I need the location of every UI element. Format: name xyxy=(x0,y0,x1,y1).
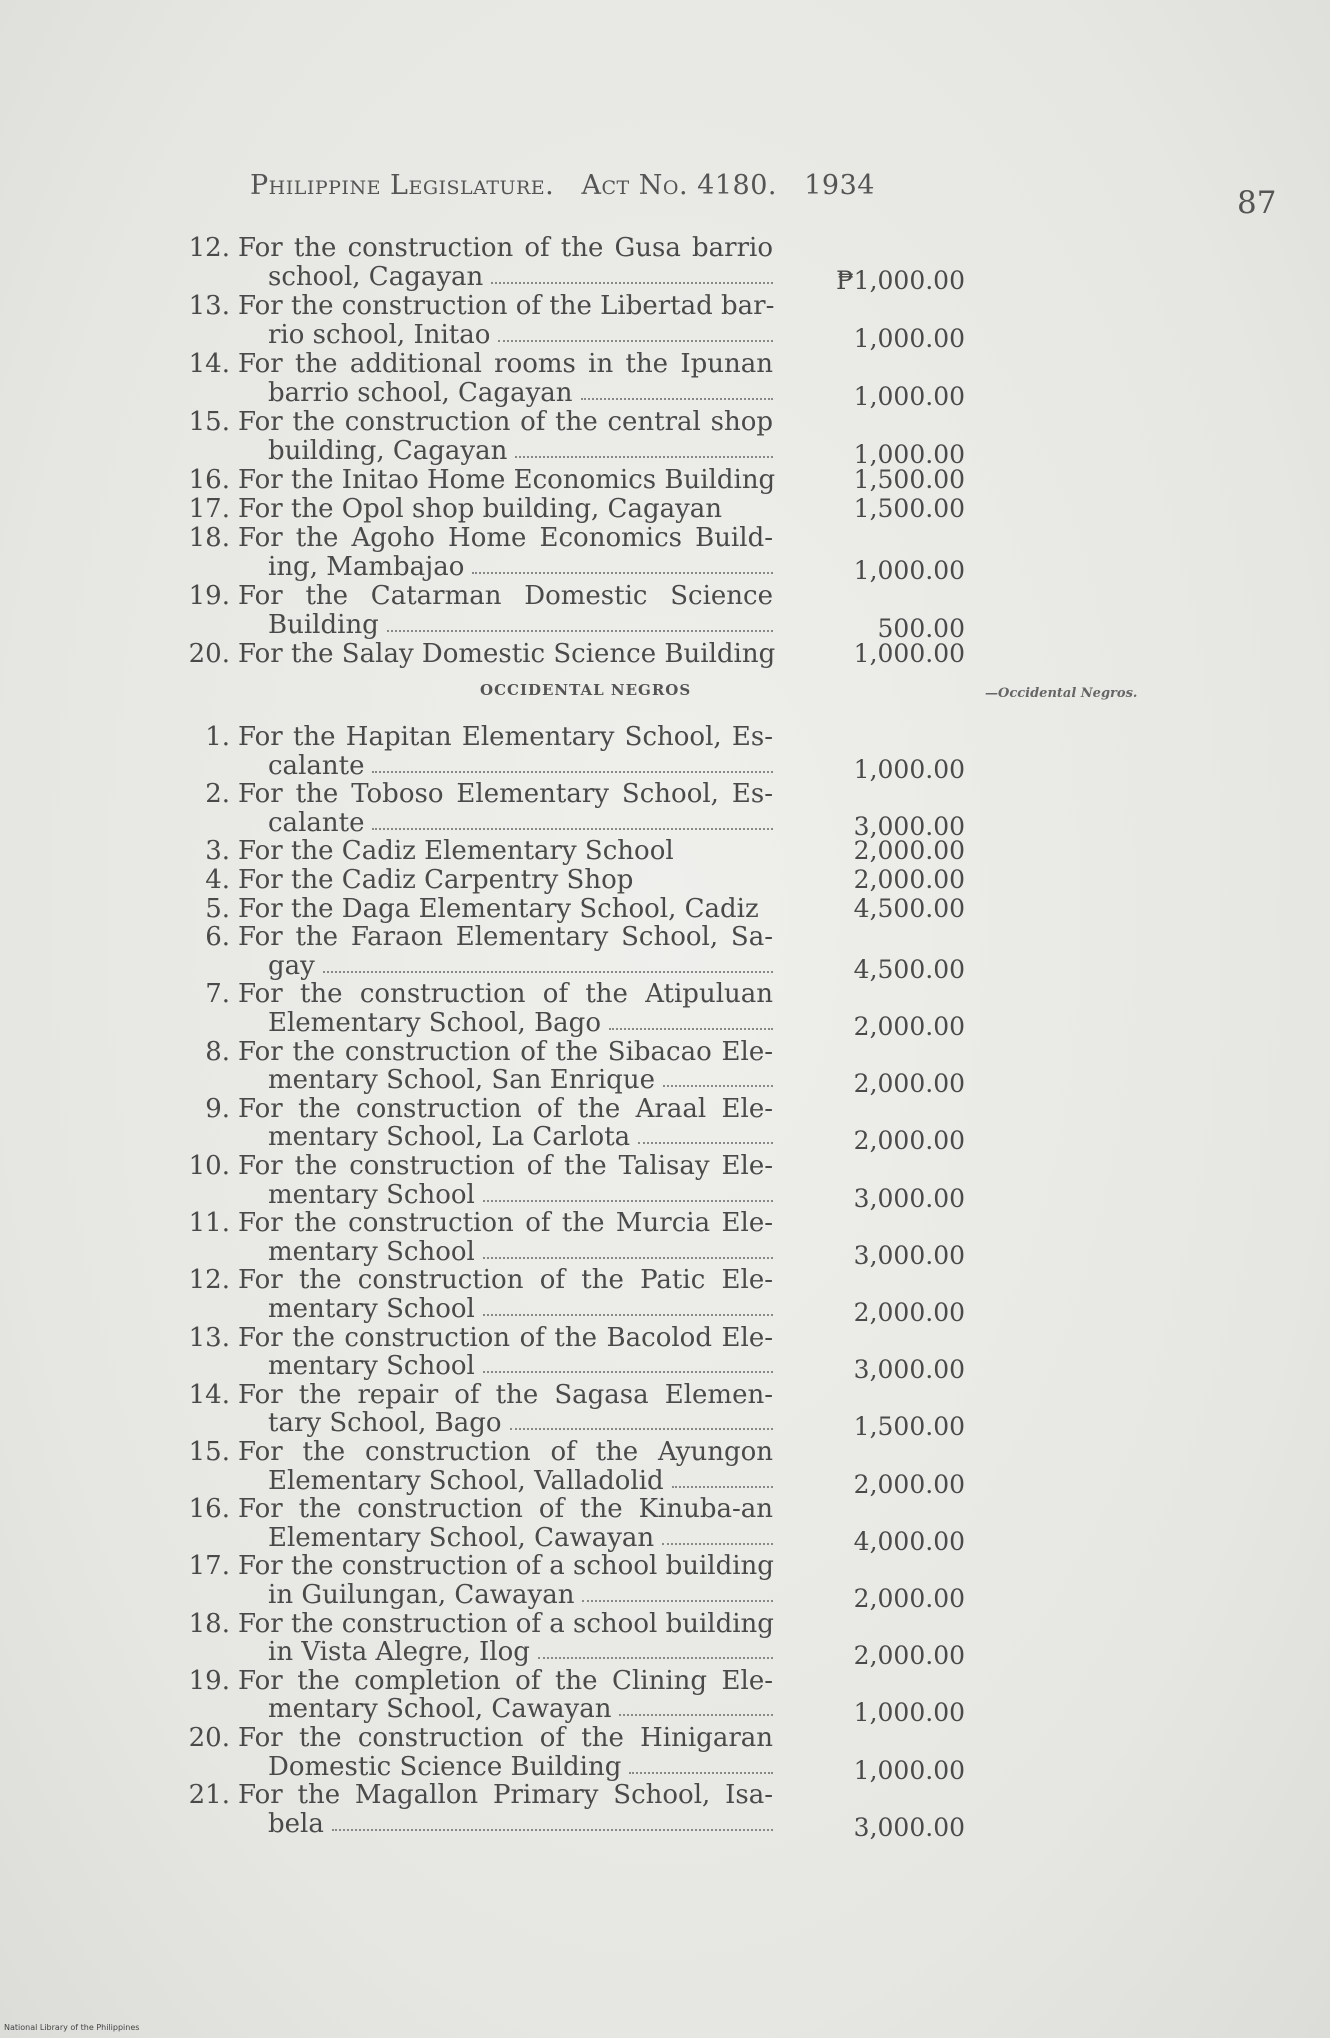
item-number: 2. xyxy=(205,779,230,810)
item-number: 13. xyxy=(188,291,230,321)
item-amount: 1,500.00 xyxy=(853,465,965,494)
item-description: For the additional rooms in the Ipunan xyxy=(238,349,773,379)
item-description-continued xyxy=(268,379,773,407)
item-description: For the Hapitan Elementary School, Es- xyxy=(238,722,773,752)
leader-dots xyxy=(483,1181,773,1202)
item-description-continued xyxy=(268,1753,773,1781)
item-description-continued xyxy=(268,1524,773,1552)
item-description: For the Opol shop building, Cagayan xyxy=(238,494,723,524)
item-number: 7. xyxy=(205,979,230,1010)
item-description: For the Faraon Elementary School, Sa- xyxy=(238,922,773,953)
archive-footer: National Library of the Philippines xyxy=(4,2023,140,2032)
item-amount: 3,000.00 xyxy=(853,811,965,841)
item-amount: 1,000.00 xyxy=(853,1698,965,1728)
item-description-line2: mentary School, Cawayan xyxy=(268,1694,612,1725)
item-amount: 1,500.00 xyxy=(853,1412,965,1442)
leader-dots xyxy=(515,437,773,458)
item-amount: 3,000.00 xyxy=(853,1240,965,1270)
item-description-line2: Elementary School, Valladolid xyxy=(268,1465,664,1496)
item-amount: 2,000.00 xyxy=(853,836,965,866)
item-description-line2: barrio school, Cagayan xyxy=(268,378,573,408)
item-amount: 2,000.00 xyxy=(853,1012,965,1041)
item-amount: 4,500.00 xyxy=(853,893,965,923)
leader-dots xyxy=(672,1467,773,1488)
item-description: For the construction of the Talisay Ele- xyxy=(238,1151,773,1181)
header-legislature: Philippine Legislature. xyxy=(250,170,555,201)
item-description-line2: tary School, Bago xyxy=(268,1408,502,1439)
item-amount: 4,000.00 xyxy=(853,1526,965,1556)
item-description-line2: mentary School, La Carlota xyxy=(268,1122,631,1153)
section-heading: OCCIDENTAL NEGROS xyxy=(480,681,692,699)
item-number: 3. xyxy=(205,836,230,867)
item-description: For the construction of the central shop xyxy=(238,407,773,437)
leader-dots xyxy=(581,379,773,400)
item-description-continued xyxy=(268,1467,773,1495)
item-amount: 3,000.00 xyxy=(853,1183,965,1213)
item-number: 12. xyxy=(188,233,230,263)
item-description-line2: bela xyxy=(268,1808,324,1839)
item-description-continued xyxy=(268,1638,773,1666)
item-description: For the repair of the Sagasa Elemen- xyxy=(238,1379,773,1410)
item-amount: 3,000.00 xyxy=(853,1355,965,1385)
item-description: For the Magallon Primary School, Isa- xyxy=(238,1780,773,1811)
item-description-line2: Elementary School, Cawayan xyxy=(268,1522,655,1553)
leader-dots xyxy=(498,321,773,342)
item-description: For the construction of the Kinuba-an xyxy=(238,1494,773,1525)
item-description-line2: mentary School, San Enrique xyxy=(268,1065,655,1096)
item-description-continued xyxy=(268,1581,773,1609)
item-description: For the Toboso Elementary School, Es- xyxy=(238,779,773,810)
item-description-continued xyxy=(268,553,773,581)
leader-dots xyxy=(638,1123,773,1144)
leader-dots xyxy=(619,1695,773,1716)
item-number: 15. xyxy=(188,1437,230,1467)
item-description-continued xyxy=(268,1352,773,1380)
item-description-line2: Building xyxy=(268,610,379,640)
leader-dots xyxy=(323,952,773,973)
item-number: 18. xyxy=(188,523,230,553)
item-number: 16. xyxy=(188,465,230,495)
header-year: 1934 xyxy=(804,170,875,201)
item-number: 13. xyxy=(188,1322,230,1353)
item-description-line2: ing, Mambajao xyxy=(268,552,465,582)
leader-dots xyxy=(372,752,773,773)
item-number: 20. xyxy=(188,639,230,669)
item-description-line2: in Vista Alegre, Ilog xyxy=(268,1637,530,1668)
item-description: For the construction of the Patic Ele- xyxy=(238,1265,773,1296)
item-description: For the construction of the Atipuluan xyxy=(238,979,773,1010)
item-description: For the construction of a school building xyxy=(238,1608,774,1639)
item-amount: 2,000.00 xyxy=(853,865,965,894)
item-amount: 1,000.00 xyxy=(853,440,965,469)
item-description: For the construction of the Gusa barrio xyxy=(238,233,773,263)
item-description-continued xyxy=(268,263,773,291)
leader-dots xyxy=(609,1009,773,1030)
item-number: 21. xyxy=(188,1780,230,1811)
item-description-continued xyxy=(268,1123,773,1151)
item-description-line2: Domestic Science Building xyxy=(268,1751,622,1782)
item-description-line2: calante xyxy=(268,750,365,781)
item-number: 14. xyxy=(188,349,230,379)
item-amount: 1,000.00 xyxy=(853,324,965,353)
running-header xyxy=(250,170,875,201)
item-number: 17. xyxy=(188,494,230,524)
item-number: 19. xyxy=(188,581,230,611)
item-description: For the construction of a school building xyxy=(238,1551,774,1582)
item-description: For the construction of the Sibacao Ele- xyxy=(238,1036,773,1067)
leader-dots xyxy=(629,1753,773,1774)
item-description-continued xyxy=(268,1810,773,1838)
item-description-continued xyxy=(268,321,773,349)
item-description-line2: mentary School xyxy=(268,1236,475,1267)
item-amount: 2,000.00 xyxy=(853,1298,965,1327)
item-description-continued xyxy=(268,1181,773,1209)
item-number: 11. xyxy=(188,1208,230,1239)
item-description: For the construction of the Libertad bar- xyxy=(238,291,775,321)
item-number: 17. xyxy=(188,1551,230,1582)
item-amount: 2,000.00 xyxy=(853,1069,965,1099)
item-description-continued xyxy=(268,752,773,780)
item-amount: 2,000.00 xyxy=(853,1584,965,1613)
item-amount: 1,000.00 xyxy=(853,754,965,784)
item-description-line2: school, Cagayan xyxy=(268,262,484,292)
leader-dots xyxy=(472,553,773,574)
item-number: 1. xyxy=(205,722,230,752)
item-description-continued xyxy=(268,1066,773,1094)
leader-dots xyxy=(483,1238,773,1259)
leader-dots xyxy=(332,1810,773,1831)
item-description: For the construction of the Ayungon xyxy=(238,1437,773,1467)
item-amount: 1,000.00 xyxy=(853,1755,965,1785)
item-amount: 1,500.00 xyxy=(853,494,965,523)
item-description-continued xyxy=(268,437,773,465)
item-number: 9. xyxy=(205,1093,230,1124)
item-description-continued xyxy=(268,1295,773,1323)
item-description-continued xyxy=(268,1695,773,1723)
item-number: 15. xyxy=(188,407,230,437)
item-number: 5. xyxy=(205,893,230,924)
item-number: 14. xyxy=(188,1379,230,1410)
header-act-number: Act No. 4180. xyxy=(581,170,777,201)
item-amount: 4,500.00 xyxy=(853,954,965,984)
item-amount: 2,000.00 xyxy=(853,1126,965,1156)
item-description-line2: calante xyxy=(268,807,365,838)
leader-dots xyxy=(483,1295,773,1316)
item-amount: 1,000.00 xyxy=(853,382,965,411)
item-amount: 500.00 xyxy=(877,614,965,643)
item-description-line2: building, Cagayan xyxy=(268,436,508,466)
leader-dots xyxy=(387,611,773,632)
item-number: 16. xyxy=(188,1494,230,1525)
item-number: 4. xyxy=(205,865,230,895)
leader-dots xyxy=(538,1638,773,1659)
item-amount: 1,000.00 xyxy=(853,556,965,585)
leader-dots xyxy=(372,809,773,830)
item-description: For the Daga Elementary School, Cadiz xyxy=(238,893,759,924)
margin-note: —Occidental Negros. xyxy=(985,686,1138,701)
item-description-continued xyxy=(268,611,773,639)
item-number: 19. xyxy=(188,1665,230,1696)
item-description-line2: rio school, Initao xyxy=(268,320,491,350)
page-number: 87 xyxy=(1237,185,1277,221)
item-number: 18. xyxy=(188,1608,230,1639)
item-description: For the construction of the Bacolod Ele- xyxy=(238,1322,773,1353)
item-number: 8. xyxy=(205,1036,230,1067)
leader-dots xyxy=(510,1409,773,1430)
item-description-continued xyxy=(268,1238,773,1266)
item-description-line2: gay xyxy=(268,950,315,981)
item-description-continued xyxy=(268,809,773,837)
item-number: 6. xyxy=(205,922,230,953)
item-description: For the construction of the Hinigaran xyxy=(238,1723,773,1753)
item-description-line2: mentary School xyxy=(268,1351,475,1382)
item-amount: 1,000.00 xyxy=(853,639,965,668)
item-amount: ₱1,000.00 xyxy=(836,266,965,295)
item-description: For the Salay Domestic Science Building xyxy=(238,639,776,669)
item-description: For the Initao Home Economics Building xyxy=(238,465,776,495)
item-amount: 3,000.00 xyxy=(853,1812,965,1842)
item-description-line2: in Guilungan, Cawayan xyxy=(268,1580,575,1610)
item-description: For the Cadiz Carpentry Shop xyxy=(238,865,634,895)
item-description: For the Cadiz Elementary School xyxy=(238,836,674,867)
item-description: For the construction of the Araal Ele- xyxy=(238,1093,773,1124)
leader-dots xyxy=(582,1581,773,1602)
leader-dots xyxy=(491,263,773,284)
item-description: For the completion of the Clining Ele- xyxy=(238,1665,773,1696)
item-description-continued xyxy=(268,1409,773,1437)
item-number: 10. xyxy=(188,1151,230,1181)
leader-dots xyxy=(662,1524,773,1545)
item-description-continued xyxy=(268,952,773,980)
item-description: For the construction of the Murcia Ele- xyxy=(238,1208,773,1239)
item-description-line2: mentary School xyxy=(268,1294,475,1324)
item-amount: 2,000.00 xyxy=(853,1641,965,1671)
item-number: 20. xyxy=(188,1723,230,1753)
item-description: For the Agoho Home Economics Build- xyxy=(238,523,773,553)
item-description-line2: Elementary School, Bago xyxy=(268,1008,601,1038)
item-number: 12. xyxy=(188,1265,230,1296)
leader-dots xyxy=(483,1352,773,1373)
item-amount: 2,000.00 xyxy=(853,1469,965,1499)
item-description-line2: mentary School xyxy=(268,1179,475,1210)
item-description: For the Catarman Domestic Science xyxy=(238,581,773,611)
item-description-continued xyxy=(268,1009,773,1037)
leader-dots xyxy=(663,1066,773,1087)
